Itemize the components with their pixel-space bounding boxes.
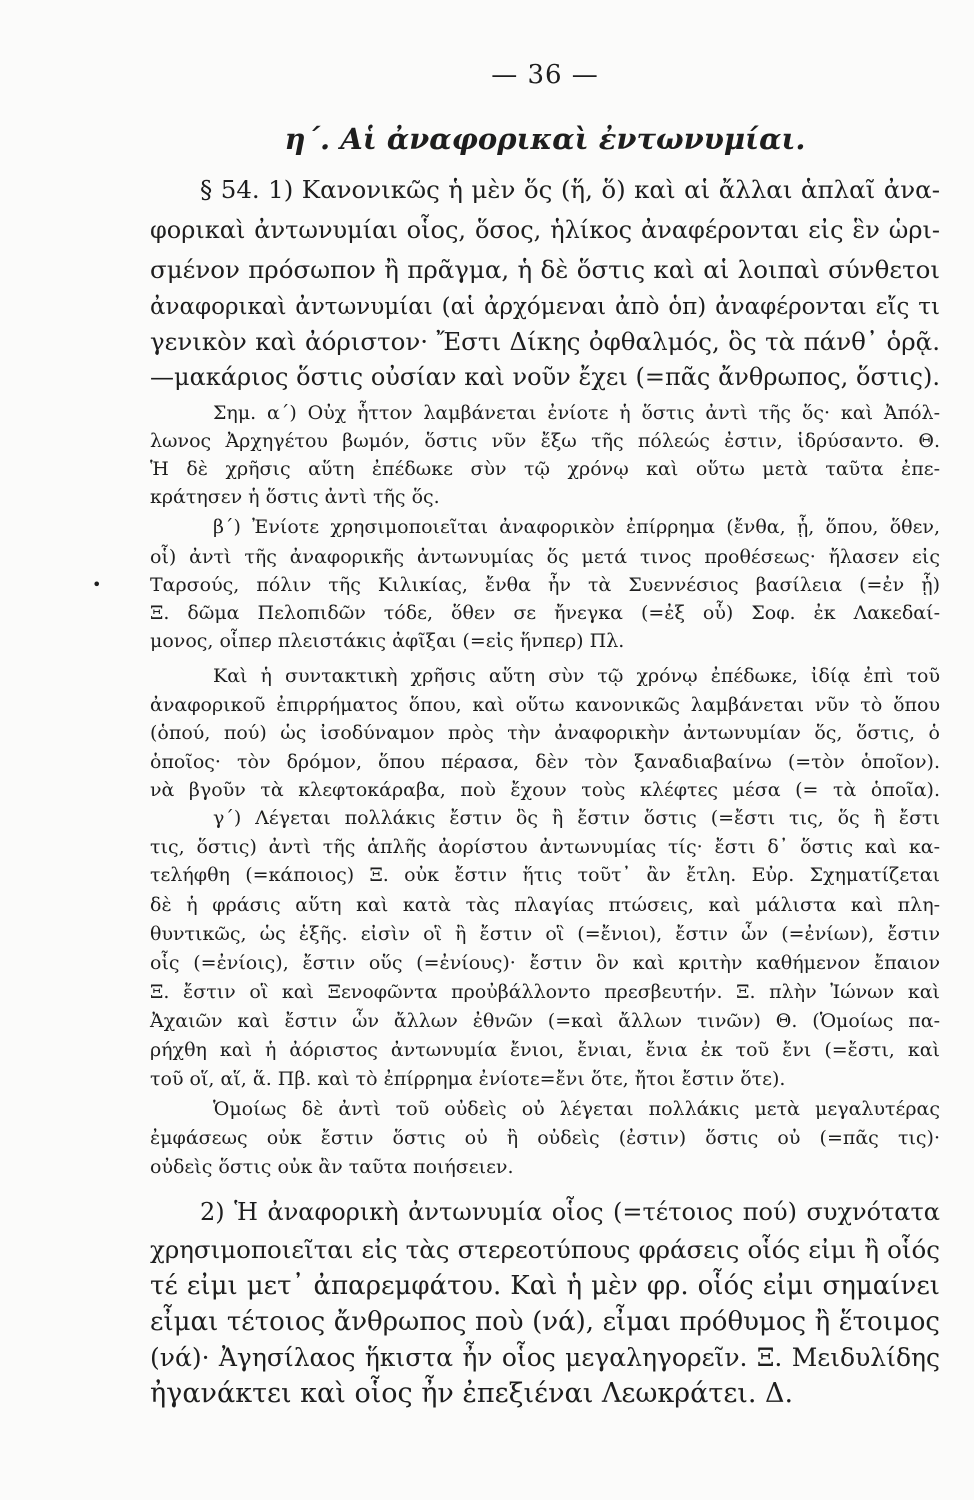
text-line: θυντικῶς, ὡς ἑξῆς. εἰσὶν οἳ ἢ ἔστιν οἳ (=ἔνιοι), ἔστιν ὧν (=ἐνίων), ἔστιν	[150, 923, 940, 945]
text-line: δὲ ἡ φράσις αὕτη καὶ κατὰ τὰς πλαγίας πτώσεις, καὶ μάλιστα καὶ πλη-	[150, 894, 940, 916]
text-line: Ὁμοίως δὲ ἀντὶ τοῦ οὐδεὶς οὐ λέγεται πολλάκις μετὰ μεγαλυτέρας	[213, 1098, 940, 1120]
text-line: Σημ. α΄) Οὐχ ἧττον λαμβάνεται ἐνίοτε ἡ ὅστις ἀντὶ τῆς ὅς· καὶ Ἀπόλ-	[213, 402, 940, 424]
text-line: ἐμφάσεως οὐκ ἔστιν ὅστις οὐ ἢ οὐδεὶς (ἐστιν) ὅστις οὐ (=πᾶς τις)·	[150, 1127, 940, 1149]
text-line: ἠγανάκτει καὶ οἷος ἦν ἐπεξιέναι Λεωκράτει. Δ.	[150, 1378, 794, 1409]
text-line: 2) Ἡ ἀναφορικὴ ἀντωνυμία οἷος (=τέτοιος πού) συχνότατα	[200, 1198, 940, 1226]
text-line: λωνος Ἀρχηγέτου βωμόν, ὅστις νῦν ἔξω τῆς πόλεώς ἐστιν, ἱδρύσαντο. Θ.	[150, 430, 940, 452]
text-line: κράτησεν ἡ ὅστις ἀντὶ τῆς ὅς.	[150, 486, 440, 508]
text-line: γ΄) Λέγεται πολλάκις ἔστιν ὃς ἢ ἔστιν ὅστις (=ἔστι τις, ὅς ἢ ἔστι	[213, 807, 940, 829]
text-line: τοῦ οἵ, αἵ, ἅ. Πβ. καὶ τὸ ἐπίρρημα ἐνίοτε=ἔνι ὅτε, ἤτοι ἔστιν ὅτε).	[150, 1068, 786, 1090]
text-line: εἶμαι τέτοιος ἄνθρωπος ποὺ (νά), εἶμαι πρόθυμος ἢ ἕτοιμος	[150, 1307, 940, 1337]
text-line: μονος, οἷπερ πλειστάκις ἀφῖξαι (=εἰς ἥνπερ) Πλ.	[150, 630, 625, 652]
margin-mark: •	[92, 575, 102, 594]
text-line: Ξ. δῶμα Πελοπιδῶν τόδε, ὅθεν σε ἤνεγκα (=ἐξ οὗ) Σοφ. ἐκ Λακεδαί-	[150, 602, 940, 624]
text-line: νὰ βγοῦν τὰ κλεφτοκάραβα, ποὺ ἔχουν τοὺς κλέφτες μέσα (= τὰ ὁποῖα).	[150, 779, 940, 801]
text-line: Ἡ δὲ χρῆσις αὕτη ἐπέδωκε σὺν τῷ χρόνῳ καὶ οὕτω μετὰ ταῦτα ἐπε-	[150, 458, 940, 480]
text-line: Ταρσούς, πόλιν τῆς Κιλικίας, ἔνθα ἦν τὰ Συεννέσιος βασίλεια (=ἐν ᾗ)	[150, 574, 940, 596]
text-line: ἀναφορικαὶ ἀντωνυμίαι (αἱ ἀρχόμεναι ἀπὸ ὁπ) ἀναφέρονται εἴς τι	[150, 294, 940, 320]
text-line: τέ εἰμι μετ᾽ ἀπαρεμφάτου. Καὶ ἡ μὲν φρ. οἷός εἰμι σημαίνει	[150, 1271, 940, 1301]
text-line: β΄) Ἐνίοτε χρησιμοποιεῖται ἀναφορικὸν ἐπίρρημα (ἔνθα, ᾗ, ὅπου, ὅθεν,	[213, 516, 940, 538]
text-line: (νά)· Ἀγησίλαος ἥκιστα ἦν οἷος μεγαληγορεῖν. Ξ. Μειδυλίδης	[150, 1343, 940, 1372]
section-title: η΄. Αἱ ἀναφορικαὶ ἐντωνυμίαι.	[284, 122, 806, 156]
text-line: σμένον πρόσωπον ἢ πρᾶγμα, ἡ δὲ ὅστις καὶ αἱ λοιπαὶ σύνθετοι	[150, 255, 940, 284]
text-line: οὐδεὶς ὅστις οὐκ ἂν ταῦτα ποιήσειεν.	[150, 1156, 514, 1178]
text-line: ἀναφορικοῦ ἐπιρρήματος ὅπου, καὶ οὕτω κανονικῶς λαμβάνεται νῦν τὸ ὅπου	[150, 694, 940, 716]
text-line: —μακάριος ὅστις οὐσίαν καὶ νοῦν ἔχει (=πᾶς ἄνθρωπος, ὅστις).	[150, 363, 940, 391]
text-line: οἷς (=ἐνίοις), ἔστιν οὕς (=ἐνίους)· ἔστιν ὃν καὶ κριτὴν καθήμενον ἔπαιον	[150, 952, 940, 974]
text-line: (ὁπού, πού) ὡς ἰσοδύναμον πρὸς τὴν ἀναφορικὴν ἀντωνυμίαν ὅς, ὅστις, ὁ	[150, 722, 940, 744]
text-line: Ἀχαιῶν καὶ ἔστιν ὧν ἄλλων ἐθνῶν (=καὶ ἄλλων τινῶν) Θ. (Ὁμοίως πα-	[150, 1010, 940, 1032]
text-line: ρήχθη καὶ ἡ ἀόριστος ἀντωνυμία ἔνιοι, ἔνιαι, ἔνια ἐκ τοῦ ἔνι (=ἔστι, καὶ	[150, 1039, 940, 1061]
text-line: χρησιμοποιεῖται εἰς τὰς στερεοτύπους φράσεις οἷός εἰμι ἢ οἷός	[150, 1235, 940, 1264]
page-number: — 36 —	[491, 60, 599, 90]
text-line: § 54. 1) Κανονικῶς ἡ μὲν ὅς (ἥ, ὅ) καὶ αἱ ἄλλαι ἁπλαῖ ἀνα-	[200, 175, 940, 204]
text-line: Ξ. ἔστιν οἳ καὶ Ξενοφῶντα προὐβάλλοντο πρεσβευτήν. Ξ. πλὴν Ἰώνων καὶ	[150, 981, 940, 1003]
text-line: φορικαὶ ἀντωνυμίαι οἷος, ὅσος, ἡλίκος ἀναφέρονται εἰς ἓν ὡρι-	[150, 216, 940, 244]
text-line: τελήφθη (=κάποιος) Ξ. οὐκ ἔστιν ἥτις τοῦτ᾽ ἂν ἔτλη. Εὐρ. Σχηματίζεται	[150, 864, 940, 886]
text-line: οἷ) ἀντὶ τῆς ἀναφορικῆς ἀντωνυμίας ὅς μετά τινος προθέσεως· ἤλασεν εἰς	[150, 546, 940, 568]
text-line: τις, ὅστις) ἀντὶ τῆς ἁπλῆς ἀορίστου ἀντωνυμίας τίς· ἔστι δ᾽ ὅστις καὶ κα-	[150, 836, 940, 858]
text-line: ὁποῖος· τὸν δρόμον, ὅπου πέρασα, δὲν τὸν ξαναδιαβαίνω (=τὸν ὁποῖον).	[150, 751, 940, 773]
text-line: γενικὸν καὶ ἀόριστον· Ἔστι Δίκης ὀφθαλμός, ὃς τὰ πάνθ᾽ ὁρᾷ.	[150, 327, 940, 356]
text-line: Καὶ ἡ συντακτικὴ χρῆσις αὕτη σὺν τῷ χρόνῳ ἐπέδωκε, ἰδίᾳ ἐπὶ τοῦ	[213, 665, 940, 687]
